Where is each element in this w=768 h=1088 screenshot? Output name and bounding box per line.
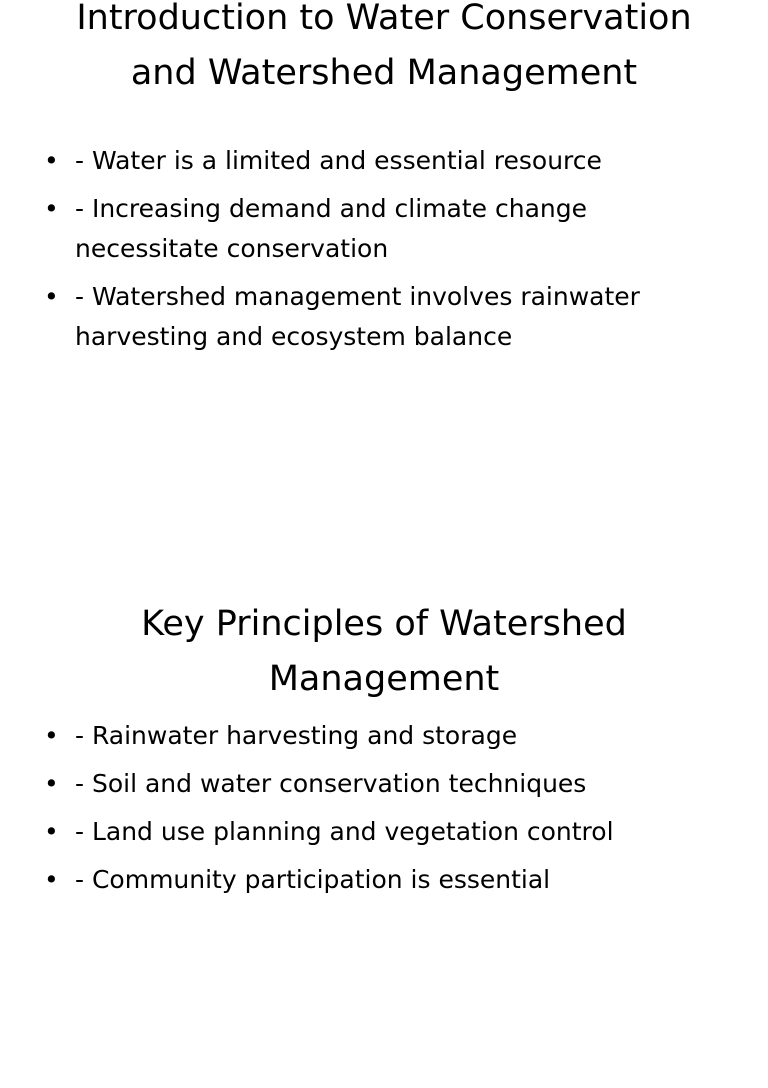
- bullet-item: [40, 277, 730, 357]
- bullet-list: [40, 716, 730, 908]
- slide-title: Key Principles of Watershed Management: [141, 604, 627, 699]
- bullet-text: - Increasing demand and climate change necessitate conservation: [75, 194, 587, 263]
- bullet-text: - Community participation is essential: [75, 865, 551, 894]
- bullet-item: [40, 764, 730, 804]
- bullet-icon: •: [44, 146, 59, 175]
- bullet-text: - Watershed management involves rainwater harvesting and ecosystem balance: [75, 282, 640, 351]
- bullet-icon: •: [44, 194, 59, 223]
- bullet-item: [40, 812, 730, 852]
- bullet-item: [40, 189, 730, 269]
- bullet-icon: •: [44, 769, 59, 798]
- slide-title: Introduction to Water Conservation and Watershed Management: [76, 0, 692, 93]
- bullet-text: - Soil and water conservation techniques: [75, 769, 587, 798]
- bullet-text: - Water is a limited and essential resource: [75, 146, 602, 175]
- bullet-icon: •: [44, 282, 59, 311]
- bullet-item: [40, 860, 730, 900]
- bullet-text: - Rainwater harvesting and storage: [75, 721, 518, 750]
- bullet-icon: •: [44, 865, 59, 894]
- slide-key-principles: [0, 576, 768, 1088]
- slide-intro: [0, 0, 768, 512]
- bullet-item: [40, 716, 730, 756]
- bullet-list: [40, 141, 730, 365]
- bullet-icon: •: [44, 817, 59, 846]
- bullet-icon: •: [44, 721, 59, 750]
- bullet-item: [40, 141, 730, 181]
- bullet-text: - Land use planning and vegetation control: [75, 817, 614, 846]
